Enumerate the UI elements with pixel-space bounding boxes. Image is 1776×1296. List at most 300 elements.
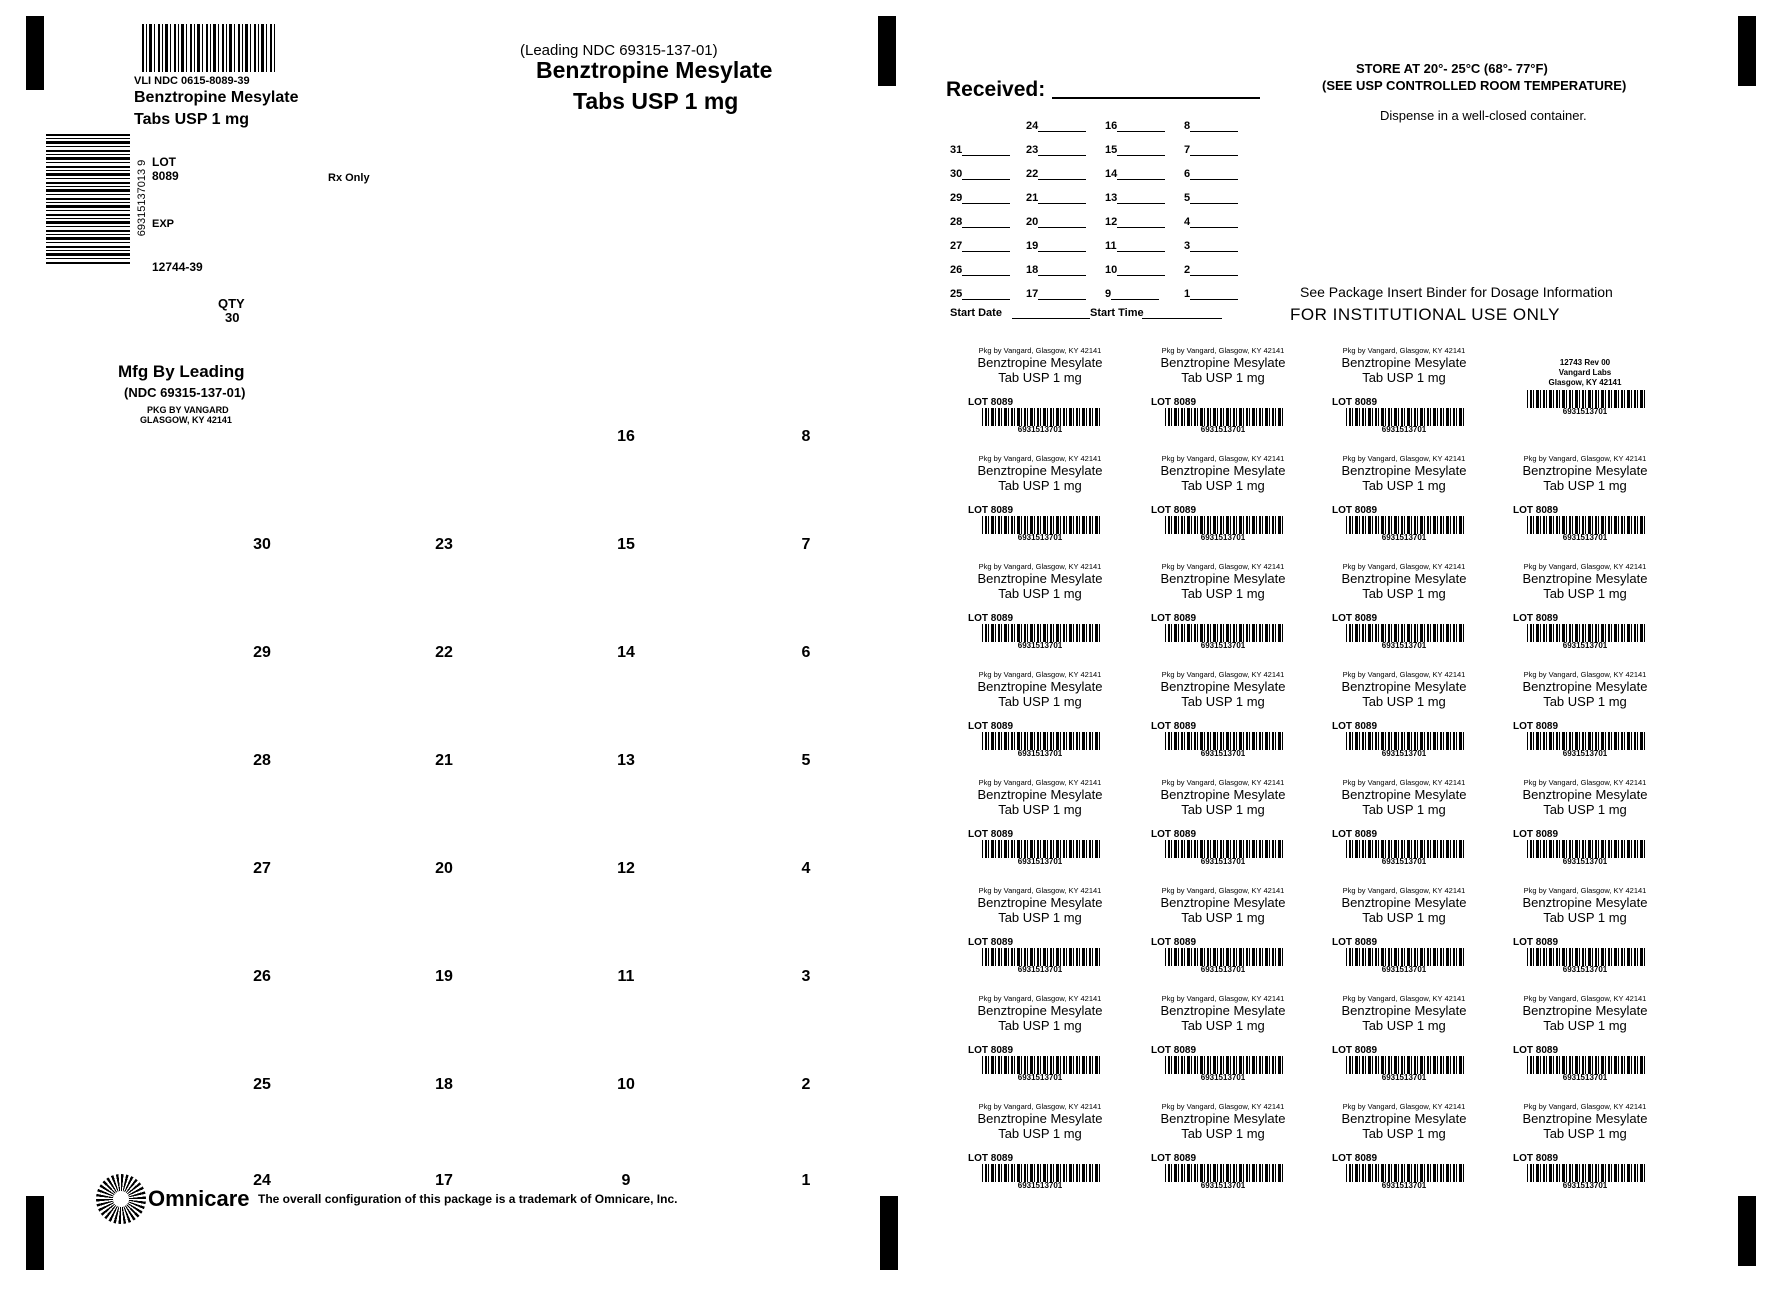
sticker-drug-name: Benztropine Mesylate (1522, 679, 1648, 694)
day-number: 5 (801, 752, 811, 769)
vli-ndc: VLI NDC 0615-8089-39 (134, 75, 250, 87)
sticker-drug-name: Benztropine Mesylate (1160, 787, 1286, 802)
sticker-lot: LOT 8089 (1151, 721, 1197, 732)
sticker-strength: Tab USP 1 mg (1362, 910, 1446, 925)
sticker-barcode (1165, 948, 1283, 966)
received-label: Received: (946, 78, 1046, 101)
med-sticker (1505, 994, 1665, 1084)
sticker-barcode (1165, 732, 1283, 750)
sticker-drug-name: Benztropine Mesylate (1522, 1003, 1648, 1018)
dispense-text: Dispense in a well-closed container. (1380, 108, 1587, 123)
sticker-barcode (1346, 516, 1464, 534)
count-number: 27 (950, 240, 963, 252)
count-entry (1026, 192, 1086, 204)
sticker-strength: Tab USP 1 mg (1181, 478, 1265, 493)
count-number: 14 (1105, 168, 1118, 180)
sticker-barcode (1165, 1056, 1283, 1074)
sticker-barcode-number: 6931513701 (1200, 965, 1246, 974)
mfg-by: Mfg By Leading (118, 362, 245, 381)
omnicare-logo-center (113, 1191, 129, 1207)
sticker-strength: Tab USP 1 mg (1362, 370, 1446, 385)
sticker-barcode (1527, 1164, 1645, 1182)
sticker-barcode (1165, 408, 1283, 426)
count-entry (1184, 216, 1238, 228)
sticker-pkg: Pkg by Vangard, Glasgow, KY 42141 (1342, 346, 1466, 355)
med-sticker (960, 454, 1120, 544)
sticker-drug-name: Benztropine Mesylate (977, 895, 1103, 910)
sticker-drug-name: Benztropine Mesylate (1160, 895, 1286, 910)
count-entry (1184, 192, 1238, 204)
sticker-barcode-number: 6931513701 (1381, 857, 1427, 866)
sticker-pkg: Pkg by Vangard, Glasgow, KY 42141 (1161, 454, 1285, 463)
count-number: 29 (950, 192, 963, 204)
med-sticker (1143, 1102, 1303, 1192)
sticker-strength: Tab USP 1 mg (998, 370, 1082, 385)
sticker-strength: Tab USP 1 mg (1543, 586, 1627, 601)
day-number: 30 (253, 536, 271, 553)
med-sticker (960, 886, 1120, 976)
count-number: 28 (950, 216, 963, 228)
count-line (1038, 121, 1086, 132)
sticker-barcode-number: 6931513701 (1017, 965, 1063, 974)
sticker-drug-name: Benztropine Mesylate (977, 571, 1103, 586)
sticker-strength: Tab USP 1 mg (1543, 1126, 1627, 1141)
day-number: 18 (435, 1076, 453, 1093)
count-line (1190, 289, 1238, 300)
sticker-pkg: Pkg by Vangard, Glasgow, KY 42141 (1523, 778, 1647, 787)
start-date-label: Start Date (950, 307, 1002, 319)
day-number: 13 (617, 752, 635, 769)
sticker-drug-name: Benztropine Mesylate (1160, 679, 1286, 694)
med-sticker (1505, 346, 1665, 436)
sticker-pkg: Pkg by Vangard, Glasgow, KY 42141 (1523, 1102, 1647, 1111)
sticker-pkg: Pkg by Vangard, Glasgow, KY 42141 (1342, 562, 1466, 571)
sticker-lot: LOT 8089 (1513, 1045, 1559, 1056)
sticker-barcode (1346, 1164, 1464, 1182)
sticker-barcode (982, 732, 1100, 750)
count-entry (950, 264, 1010, 276)
sticker-barcode (982, 516, 1100, 534)
med-sticker (1143, 994, 1303, 1084)
med-sticker (1324, 562, 1484, 652)
med-sticker (1324, 1102, 1484, 1192)
sticker-barcode-number: 6931513701 (1017, 425, 1063, 434)
sticker-strength: Tab USP 1 mg (998, 478, 1082, 493)
registration-mark (1738, 1196, 1756, 1266)
count-number: 23 (1026, 144, 1039, 156)
sticker-strength: Tab USP 1 mg (1543, 478, 1627, 493)
sticker-drug-name: Benztropine Mesylate (1160, 1003, 1286, 1018)
sticker-pkg: Pkg by Vangard, Glasgow, KY 42141 (978, 994, 1102, 1003)
count-entry (1105, 168, 1165, 180)
med-sticker (1505, 1102, 1665, 1192)
count-number: 22 (1026, 168, 1039, 180)
day-number: 11 (617, 968, 635, 985)
sticker-barcode-number: 6931513701 (1017, 749, 1063, 758)
count-entry (950, 240, 1010, 252)
med-sticker (960, 1102, 1120, 1192)
qty-label: QTY (218, 296, 245, 311)
sticker-pkg: Pkg by Vangard, Glasgow, KY 42141 (978, 562, 1102, 571)
med-sticker (960, 778, 1120, 868)
day-number: 16 (617, 428, 635, 445)
sticker-strength: Tab USP 1 mg (998, 910, 1082, 925)
sticker-lot: LOT 8089 (1151, 1045, 1197, 1056)
count-entry (1026, 288, 1086, 300)
sticker-lot: LOT 8089 (1332, 505, 1378, 516)
sticker-barcode (1527, 516, 1645, 534)
count-entry (1105, 120, 1165, 132)
med-sticker (1324, 670, 1484, 760)
count-number: 2 (1184, 264, 1191, 276)
sticker-lot: LOT 8089 (1151, 1153, 1197, 1164)
count-entry (1105, 264, 1165, 276)
count-number: 3 (1184, 240, 1191, 252)
count-line (962, 193, 1010, 204)
day-number: 19 (435, 968, 453, 985)
sticker-pkg: Pkg by Vangard, Glasgow, KY 42141 (1523, 886, 1647, 895)
sticker-drug-name: Benztropine Mesylate (977, 463, 1103, 478)
sticker-drug-name: Benztropine Mesylate (1341, 463, 1467, 478)
count-number: 15 (1105, 144, 1118, 156)
sticker-lot: LOT 8089 (1513, 937, 1559, 948)
day-number: 21 (435, 752, 453, 769)
med-sticker (1324, 346, 1484, 436)
med-sticker (1324, 994, 1484, 1084)
sticker-barcode (1527, 1056, 1645, 1074)
sticker-drug-name: Benztropine Mesylate (1341, 787, 1467, 802)
sticker-barcode (1527, 390, 1645, 408)
count-number: 24 (1026, 120, 1039, 132)
registration-mark (880, 1196, 898, 1270)
count-number: 9 (1105, 288, 1112, 300)
count-line (962, 217, 1010, 228)
count-number: 5 (1184, 192, 1191, 204)
sticker-drug-name: Benztropine Mesylate (1160, 1111, 1286, 1126)
sticker-barcode (1346, 948, 1464, 966)
count-number: 12 (1105, 216, 1118, 228)
sticker-drug-name: Benztropine Mesylate (1522, 463, 1648, 478)
day-number: 12 (617, 860, 635, 877)
med-sticker (1324, 778, 1484, 868)
med-sticker (1505, 562, 1665, 652)
count-line (1038, 145, 1086, 156)
sticker-strength: Tab USP 1 mg (1362, 694, 1446, 709)
count-entry (1184, 288, 1238, 300)
see-insert-text: See Package Insert Binder for Dosage Information (1300, 284, 1613, 300)
sticker-lot: LOT 8089 (1513, 721, 1559, 732)
count-number: 30 (950, 168, 963, 180)
sticker-pkg: Pkg by Vangard, Glasgow, KY 42141 (1342, 778, 1466, 787)
sticker-lot: LOT 8089 (968, 1153, 1014, 1164)
sticker-lot: LOT 8089 (1151, 505, 1197, 516)
sticker-barcode-number: 6931513701 (1562, 1073, 1608, 1082)
day-number: 3 (801, 968, 811, 985)
count-number: 1 (1184, 288, 1191, 300)
count-entry (1105, 216, 1165, 228)
count-line (962, 265, 1010, 276)
sticker-pkg: Pkg by Vangard, Glasgow, KY 42141 (1523, 670, 1647, 679)
count-entry (1026, 264, 1086, 276)
sticker-strength: Tab USP 1 mg (1181, 694, 1265, 709)
sticker-barcode (1527, 624, 1645, 642)
count-entry (1026, 240, 1086, 252)
count-line (1038, 289, 1086, 300)
sticker-lot: LOT 8089 (968, 829, 1014, 840)
count-line (1117, 169, 1165, 180)
sticker-drug-name: Benztropine Mesylate (977, 679, 1103, 694)
sticker-pkg: Pkg by Vangard, Glasgow, KY 42141 (1161, 346, 1285, 355)
day-number: 14 (617, 644, 635, 661)
day-number: 2 (801, 1076, 811, 1093)
day-number: 26 (253, 968, 271, 985)
sticker-barcode-number: 6931513701 (1200, 641, 1246, 650)
sticker-barcode-number: 6931513701 (1200, 533, 1246, 542)
sticker-barcode (1165, 624, 1283, 642)
day-number: 15 (617, 536, 635, 553)
sticker-lot: LOT 8089 (968, 613, 1014, 624)
med-sticker (960, 994, 1120, 1084)
sticker-pkg: Pkg by Vangard, Glasgow, KY 42141 (1161, 994, 1285, 1003)
sticker-barcode (982, 1164, 1100, 1182)
count-line (962, 289, 1010, 300)
sticker-lot: LOT 8089 (1151, 613, 1197, 624)
sticker-pkg: Pkg by Vangard, Glasgow, KY 42141 (1342, 994, 1466, 1003)
sticker-drug-name: Benztropine Mesylate (1341, 895, 1467, 910)
sticker-lot: LOT 8089 (968, 1045, 1014, 1056)
sticker-barcode-number: 6931513701 (1017, 857, 1063, 866)
drug-name-line1: Benztropine Mesylate (134, 89, 299, 106)
registration-mark (26, 1196, 44, 1270)
count-number: 16 (1105, 120, 1118, 132)
sticker-drug-name: Benztropine Mesylate (1341, 1003, 1467, 1018)
count-number: 17 (1026, 288, 1039, 300)
count-number: 6 (1184, 168, 1191, 180)
sticker-strength: Tab USP 1 mg (998, 1018, 1082, 1033)
sticker-barcode (1165, 516, 1283, 534)
count-entry (1026, 168, 1086, 180)
sticker-barcode (982, 948, 1100, 966)
med-sticker (1143, 670, 1303, 760)
count-line (962, 145, 1010, 156)
sticker-strength: Tab USP 1 mg (1543, 910, 1627, 925)
rx-only: Rx Only (328, 172, 370, 184)
day-number: 29 (253, 644, 271, 661)
sticker-barcode-number: 6931513701 (1562, 857, 1608, 866)
sticker-drug-name: Benztropine Mesylate (977, 1111, 1103, 1126)
day-number: 1 (801, 1172, 811, 1189)
count-line (1038, 193, 1086, 204)
sticker-drug-name: Benztropine Mesylate (1341, 679, 1467, 694)
sticker-lot: LOT 8089 (968, 505, 1014, 516)
sticker-lot: LOT 8089 (1151, 829, 1197, 840)
title-line2: Tabs USP 1 mg (573, 88, 739, 114)
sticker-pkg: Pkg by Vangard, Glasgow, KY 42141 (1342, 1102, 1466, 1111)
omnicare-logo-text: Omnicare (148, 1186, 250, 1211)
sticker-barcode-number: 6931513701 (1381, 1073, 1427, 1082)
sticker-drug-name: Benztropine Mesylate (977, 1003, 1103, 1018)
sticker-lot: LOT 8089 (1513, 613, 1559, 624)
vertical-barcode-number: 69315137013 9 (136, 159, 148, 237)
count-line (1190, 169, 1238, 180)
sticker-pkg: Pkg by Vangard, Glasgow, KY 42141 (978, 886, 1102, 895)
sticker-barcode-number: 6931513701 (1562, 641, 1608, 650)
day-number: 8 (801, 428, 811, 445)
sticker-barcode (1527, 732, 1645, 750)
count-line (1190, 145, 1238, 156)
sticker-strength: Tab USP 1 mg (1181, 910, 1265, 925)
count-entry (1184, 264, 1238, 276)
count-line (1117, 265, 1165, 276)
count-entry (1026, 144, 1086, 156)
count-line (1038, 265, 1086, 276)
sticker-strength: Tab USP 1 mg (998, 586, 1082, 601)
sticker-barcode-number: 6931513701 (1017, 1073, 1063, 1082)
leading-ndc: (Leading NDC 69315-137-01) (520, 42, 718, 59)
sticker-lot: LOT 8089 (1332, 397, 1378, 408)
sticker-pkg: Pkg by Vangard, Glasgow, KY 42141 (978, 778, 1102, 787)
count-line (1117, 193, 1165, 204)
day-number: 17 (435, 1172, 453, 1189)
count-line (1038, 217, 1086, 228)
sticker-lot: LOT 8089 (1332, 721, 1378, 732)
sticker-pkg: Pkg by Vangard, Glasgow, KY 42141 (978, 1102, 1102, 1111)
count-entry (950, 144, 1010, 156)
sticker-lot: LOT 8089 (1151, 397, 1197, 408)
sticker-barcode-number: 6931513701 (1562, 749, 1608, 758)
sticker-barcode (1165, 1164, 1283, 1182)
med-sticker (960, 562, 1120, 652)
sticker-pkg: Pkg by Vangard, Glasgow, KY 42141 (1523, 994, 1647, 1003)
drug-name-line2: Tabs USP 1 mg (134, 111, 249, 128)
sticker-barcode-number: 6931513701 (1200, 749, 1246, 758)
store-line2: (SEE USP CONTROLLED ROOM TEMPERATURE) (1322, 78, 1627, 93)
count-line (1190, 193, 1238, 204)
count-line (962, 169, 1010, 180)
sticker-lot: LOT 8089 (968, 397, 1014, 408)
sticker-drug-name: Benztropine Mesylate (1160, 355, 1286, 370)
day-number: 28 (253, 752, 271, 769)
sticker-lot: LOT 8089 (1332, 613, 1378, 624)
med-sticker (1143, 562, 1303, 652)
sticker-barcode-number: 6931513701 (1200, 1181, 1246, 1190)
count-line (1117, 217, 1165, 228)
trademark-text: The overall configuration of this package is a trademark of Omnicare, Inc. (258, 1192, 678, 1206)
sticker-drug-name: Benztropine Mesylate (1341, 571, 1467, 586)
sticker-barcode-number: 6931513701 (1381, 965, 1427, 974)
sticker-barcode-number: 6931513701 (1381, 425, 1427, 434)
day-number: 24 (253, 1172, 271, 1189)
sticker-barcode (1346, 732, 1464, 750)
sticker-barcode-number: 6931513701 (1381, 749, 1427, 758)
sticker-drug-name: Benztropine Mesylate (1522, 895, 1648, 910)
count-entry (1105, 192, 1165, 204)
sticker-barcode-number: 6931513701 (1562, 533, 1608, 542)
sticker-barcode-number: 6931513701 (1200, 1073, 1246, 1082)
count-number: 21 (1026, 192, 1039, 204)
sticker-drug-name: Benztropine Mesylate (1341, 1111, 1467, 1126)
count-entry (1105, 288, 1159, 300)
start-time-label: Start Time (1090, 307, 1144, 319)
count-number: 25 (950, 288, 963, 300)
med-sticker (960, 670, 1120, 760)
day-number: 6 (801, 644, 811, 661)
sticker-strength: Tab USP 1 mg (1543, 802, 1627, 817)
start-time-line (1142, 318, 1222, 319)
med-sticker (1505, 670, 1665, 760)
med-sticker (1143, 886, 1303, 976)
count-number: 4 (1184, 216, 1191, 228)
count-number: 19 (1026, 240, 1039, 252)
sticker-barcode (1346, 1056, 1464, 1074)
sticker-barcode (1165, 840, 1283, 858)
registration-mark (1738, 16, 1756, 86)
lot-value: 8089 (152, 169, 179, 183)
count-entry (1184, 168, 1238, 180)
sticker-barcode (1527, 948, 1645, 966)
day-number: 10 (617, 1076, 635, 1093)
sticker-drug-name: Benztropine Mesylate (1341, 355, 1467, 370)
sticker-lot: LOT 8089 (1151, 937, 1197, 948)
top-barcode (142, 24, 276, 72)
count-line (962, 241, 1010, 252)
sticker-lot: LOT 8089 (1513, 505, 1559, 516)
sticker-strength: Tab USP 1 mg (1362, 1126, 1446, 1141)
product-code: 12744-39 (152, 260, 203, 274)
sticker-strength: Tab USP 1 mg (1362, 478, 1446, 493)
store-line1: STORE AT 20°- 25°C (68°- 77°F) (1356, 61, 1548, 76)
med-sticker (1324, 886, 1484, 976)
sticker-drug-name: Benztropine Mesylate (1160, 463, 1286, 478)
sticker-alt-line1: 12743 Rev 00 (1559, 358, 1611, 367)
count-line (1190, 265, 1238, 276)
count-number: 11 (1105, 240, 1117, 252)
day-number: 4 (801, 860, 811, 877)
count-line (1038, 169, 1086, 180)
sticker-pkg: Pkg by Vangard, Glasgow, KY 42141 (1161, 562, 1285, 571)
sticker-lot: LOT 8089 (1332, 1153, 1378, 1164)
registration-mark (26, 16, 44, 90)
sticker-barcode-number: 6931513701 (1200, 425, 1246, 434)
sticker-drug-name: Benztropine Mesylate (1522, 1111, 1648, 1126)
sticker-barcode (982, 624, 1100, 642)
count-line (1038, 241, 1086, 252)
sticker-pkg: Pkg by Vangard, Glasgow, KY 42141 (1342, 886, 1466, 895)
pkg-line2: GLASGOW, KY 42141 (140, 415, 232, 425)
institutional-text: FOR INSTITUTIONAL USE ONLY (1290, 305, 1560, 324)
day-number: 9 (621, 1172, 631, 1189)
sticker-barcode (1527, 840, 1645, 858)
sticker-barcode-number: 6931513701 (1562, 407, 1608, 416)
sticker-barcode-number: 6931513701 (1381, 641, 1427, 650)
sticker-strength: Tab USP 1 mg (998, 802, 1082, 817)
sticker-barcode-number: 6931513701 (1017, 641, 1063, 650)
sticker-lot: LOT 8089 (1332, 1045, 1378, 1056)
sticker-alt-line2: Vangard Labs (1558, 368, 1612, 377)
count-entry (950, 168, 1010, 180)
count-line (1190, 217, 1238, 228)
sticker-strength: Tab USP 1 mg (1362, 1018, 1446, 1033)
lot-label: LOT (152, 155, 176, 169)
count-number: 31 (950, 144, 963, 156)
count-entry (1026, 120, 1086, 132)
count-line (1117, 145, 1165, 156)
sticker-pkg: Pkg by Vangard, Glasgow, KY 42141 (1161, 1102, 1285, 1111)
count-entry (950, 192, 1010, 204)
sticker-barcode (982, 840, 1100, 858)
sticker-pkg: Pkg by Vangard, Glasgow, KY 42141 (978, 670, 1102, 679)
sticker-lot: LOT 8089 (968, 937, 1014, 948)
